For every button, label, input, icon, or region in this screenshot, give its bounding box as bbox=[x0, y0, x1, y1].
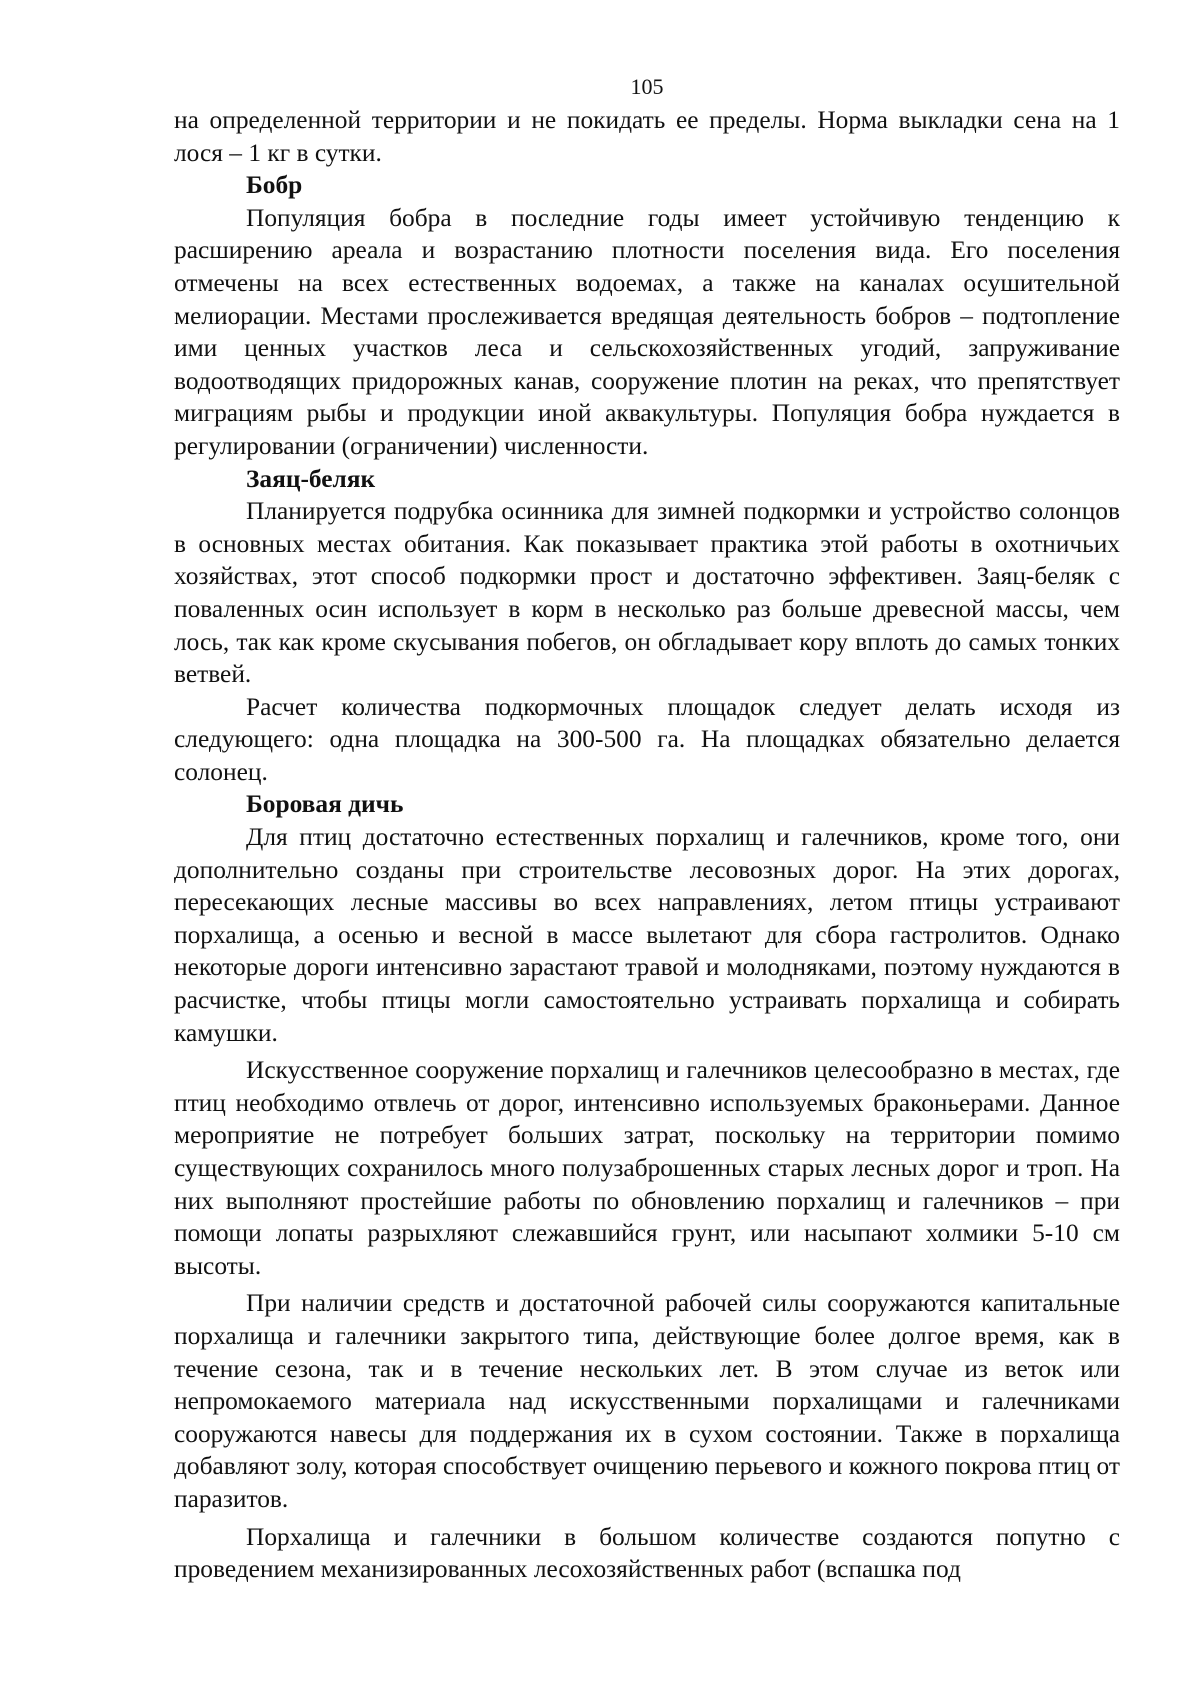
page-number: 105 bbox=[630, 74, 664, 99]
intro-paragraph: на определенной территории и не покидать ее пределы. Норма выкладки сена на 1 лося – 1 кг в сутки. bbox=[174, 106, 1120, 167]
hare-paragraph-1: Планируется подрубка осинника для зимней подкормки и устройство солонцов в основных местах обитания. Как показывает практика этой работы в охотничьих хозяйствах, этот способ подкормки прост и достаточно эффективен. Заяц-беляк с поваленных осин использует в корм в несколько раз больше древесной массы, чем лось, так как кроме скусывания побегов, он обгладывает кору вплоть до самых тонких ветвей. bbox=[174, 497, 1120, 689]
document-body bbox=[174, 104, 1120, 1586]
forest-game-paragraph-1: Для птиц достаточно естественных порхалищ и галечников, кроме того, они дополнительно созданы при строительстве лесовозных дорог. На этих дорогах, пересекающих лесные массивы во всех направлениях, летом птицы устраивают порхалища, а осенью и весной в массе вылетают для сбора гастролитов. Однако некоторые дороги интенсивно зарастают травой и молодняками, поэтому нуждаются в расчистке, чтобы птицы могли самостоятельно устраивать порхалища и собирать камушки. bbox=[174, 823, 1120, 1047]
heading-beaver: Бобр bbox=[246, 171, 303, 200]
heading-forest-game: Боровая дичь bbox=[246, 790, 404, 819]
forest-game-paragraph-3: При наличии средств и достаточной рабочей силы сооружаются капитальные порхалища и галечники закрытого типа, действующие более долгое время, как в течение сезона, так и в течение нескольких лет. В этом случае из веток или непромокаемого материала над искусственными порхалищами и галечниками сооружаются навесы для поддержания их в сухом состоянии. Также в порхалища добавляют золу, которая способствует очищению перьевого и кожного покрова птиц от паразитов. bbox=[174, 1289, 1120, 1513]
beaver-paragraph-1: Популяция бобра в последние годы имеет устойчивую тенденцию к расширению ареала и возрастанию плотности поселения вида. Его поселения отмечены на всех естественных водоемах, а также на каналах осушительной мелиорации. Местами прослеживается вредящая деятельность бобров – подтопление ими ценных участков леса и сельскохозяйственных угодий, запруживание водоотводящих придорожных канав, сооружение плотин на реках, что препятствует миграциям рыбы и продукции иной аквакультуры. Популяция бобра нуждается в регулировании (ограничении) численности. bbox=[174, 203, 1120, 460]
forest-game-paragraph-4: Порхалища и галечники в большом количестве создаются попутно с проведением механизированных лесохозяйственных работ (вспашка под bbox=[174, 1522, 1120, 1584]
hare-paragraph-2: Расчет количества подкормочных площадок следует делать исходя из следующего: одна площадка на 300-500 га. На площадках обязательно делается солонец. bbox=[174, 692, 1120, 786]
forest-game-paragraph-2: Искусственное сооружение порхалищ и галечников целесообразно в местах, где птиц необходимо отвлечь от дорог, интенсивно используемых браконьерами. Данное мероприятие не потребует больших затрат, поскольку на территории помимо существующих сохранилось много полузаброшенных старых лесных дорог и троп. На них выполняют простейшие работы по обновлению порхалищ и галечников – при помощи лопаты разрыхляют слежавшийся грунт, или насыпают холмики 5-10 см высоты. bbox=[174, 1056, 1120, 1280]
heading-hare: Заяц-беляк bbox=[246, 464, 376, 493]
document-page bbox=[174, 72, 1120, 1586]
